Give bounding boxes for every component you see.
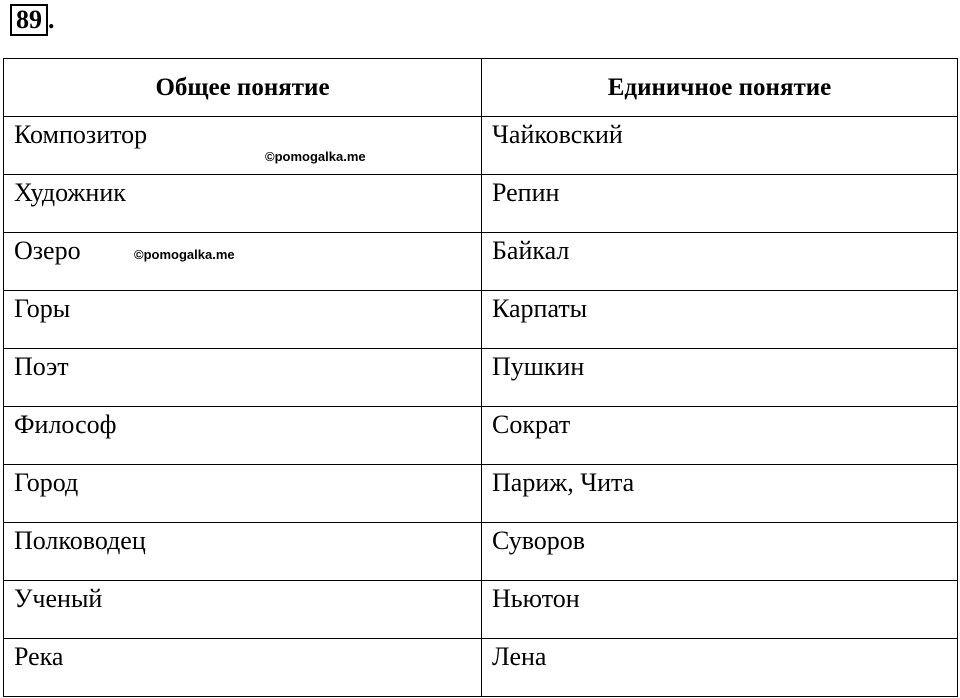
general-concept-cell: Город [4, 465, 482, 523]
table-row [4, 581, 958, 639]
task-number [10, 4, 55, 36]
watermark: ©pomogalka.me [265, 149, 366, 164]
table-row [4, 349, 958, 407]
watermark: ©pomogalka.me [134, 247, 235, 262]
cell-text: Озеро [14, 236, 81, 265]
single-concept-cell: Париж, Чита [482, 465, 958, 523]
general-concept-cell [4, 117, 482, 175]
general-concept-cell: Горы [4, 291, 482, 349]
header-single-concept: Единичное понятие [482, 59, 958, 117]
task-number-box: 89 [10, 4, 48, 36]
general-concept-cell: Река [4, 639, 482, 697]
cell-text: Композитор [14, 120, 148, 149]
single-concept-cell: Байкал [482, 233, 958, 291]
concepts-table [3, 58, 958, 697]
single-concept-cell: Сократ [482, 407, 958, 465]
general-concept-cell: Художник [4, 175, 482, 233]
table-header-row [4, 59, 958, 117]
table-row [4, 465, 958, 523]
single-concept-cell: Лена [482, 639, 958, 697]
single-concept-cell: Карпаты [482, 291, 958, 349]
general-concept-cell [4, 233, 482, 291]
single-concept-cell: Ньютон [482, 581, 958, 639]
general-concept-cell: Философ [4, 407, 482, 465]
task-number-dot: . [48, 5, 55, 34]
table-row [4, 117, 958, 175]
header-general-concept: Общее понятие [4, 59, 482, 117]
general-concept-cell: Поэт [4, 349, 482, 407]
table-row [4, 175, 958, 233]
single-concept-cell: Чайковский [482, 117, 958, 175]
table-row [4, 523, 958, 581]
general-concept-cell: Ученый [4, 581, 482, 639]
table-row [4, 233, 958, 291]
single-concept-cell: Репин [482, 175, 958, 233]
table-row [4, 407, 958, 465]
general-concept-cell: Полководец [4, 523, 482, 581]
single-concept-cell: Суворов [482, 523, 958, 581]
single-concept-cell: Пушкин [482, 349, 958, 407]
table-row [4, 291, 958, 349]
table-row [4, 639, 958, 697]
